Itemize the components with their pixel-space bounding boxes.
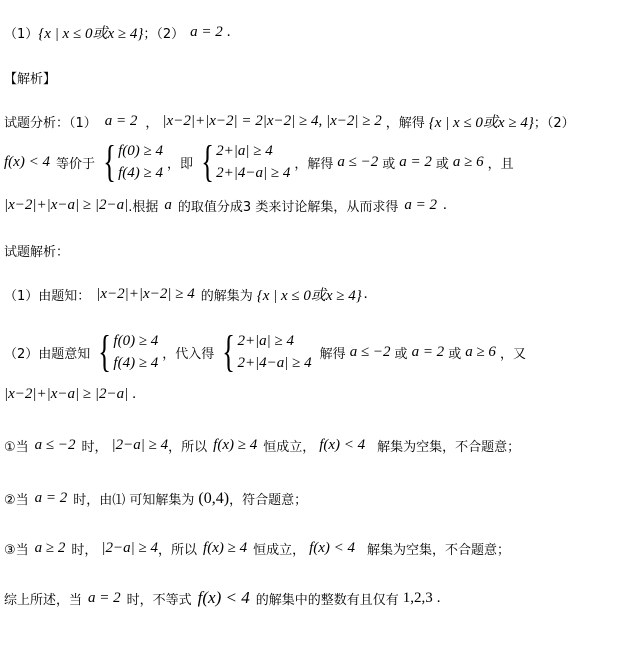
analysis-label: 试题分析：（1） [4,116,97,131]
answer-line [4,22,231,43]
answer-part1-label: （1） [4,27,39,42]
solution-part-1: （1）由题知： |x−2|+|x−2| ≥ 4 的解集为 {x | x ≤ 0或x ≥ 4} . [4,286,368,304]
summary: 综上所述，当 a = 2 时，不等式 f(x) < 4 的解集中的整数有且仅有 1,2,3 . [4,588,441,608]
answer-end: . [226,24,231,40]
case-1: ①当 a ≤ −2 时， |2−a| ≥ 4 ，所以 f(x) ≥ 4 恒成立， f(x) < 4 解集为空集，不合题意； [4,437,521,455]
analysis-a-value: a = 2 [104,113,138,129]
analysis-a-result: a = 2 [404,197,437,213]
analysis-system-2: { 2+|a| ≥ 4 2+|4−a| ≥ 4 [201,137,291,186]
solution-title: 试题解析： [4,245,70,260]
answer-part1-set: {x | x ≤ 0或x ≥ 4} [38,26,144,42]
sol2-system-2: { 2+|a| ≥ 4 2+|4−a| ≥ 4 [222,327,312,376]
solution-part-2: （2）由题意知 { f(0) ≥ 4 f(4) ≥ 4 ，代入得 { 2+|a| ≥ 4 2+|4−a| ≥ 4 解得 a ≤ −2 或 a = 2 或 a ≥ 6 ，又 [4,327,526,376]
sol1-eq: |x−2|+|x−2| ≥ 4 [96,286,195,302]
analysis-equiv-text: 等价于 [55,156,95,172]
solution-part-2-cont: |x−2|+|x−a| ≥ |2−a| . [4,386,137,402]
analysis-line-1: 试题分析：（1） a = 2 ， |x−2|+|x−2| = 2|x−2| ≥ 4, |x−2| ≥ 2 ，解得 {x | x ≤ 0或x ≥ 4} ；（2） [4,113,575,131]
analysis-cond1: a ≤ −2 [337,153,379,170]
answer-part2-label: ；（2） [143,27,185,42]
sol2-system-1: { f(0) ≥ 4 f(4) ≥ 4 [98,327,159,376]
analysis-fx-cond: f(x) < 4 [4,153,50,170]
analysis-line-3: |x−2|+|x−a| ≥ |2−a| .根据 a 的取值分成3 类来讨论解集，从而求得 a = 2 . [4,197,447,215]
analysis-solve2-text: ，解得 [294,156,334,172]
analysis-cond2: a = 2 [399,153,432,170]
case-2: ②当 a = 2 时，由⑴ 可知解集为 (0,4) ，符合题意； [4,489,308,508]
analysis-line-2: f(x) < 4 等价于 { f(0) ≥ 4 f(4) ≥ 4 ，即 { 2+|a| ≥ 4 2+|4−a| ≥ 4 ，解得 a ≤ −2 或 a = 2 或 a ≥ 6 ，且 [4,137,514,186]
answer-part2-value: a = 2 [190,24,223,40]
sol2-ineq: |x−2|+|x−a| ≥ |2−a| [4,386,129,402]
analysis-set1: {x | x ≤ 0或x ≥ 4} [428,115,534,131]
case-3: ③当 a ≥ 2 时， |2−a| ≥ 4 ，所以 f(x) ≥ 4 恒成立， f(x) < 4 解集为空集，不合题意； [4,540,511,558]
analysis-solve-text: ，解得 [385,116,425,131]
analysis-cond3: a ≥ 6 [452,153,484,170]
sol1-set: {x | x ≤ 0或x ≥ 4} [256,288,362,304]
analysis-ineq: |x−2|+|x−a| ≥ |2−a| [4,197,129,213]
analysis-and-text: ，且 [487,156,514,172]
analysis-system-1: { f(0) ≥ 4 f(4) ≥ 4 [103,137,163,186]
analysis-eq1: |x−2|+|x−2| = 2|x−2| ≥ 4, |x−2| ≥ 2 [162,113,382,129]
analysis-part2-label: ；（2） [533,116,575,131]
section-title: 【解析】 [4,72,57,87]
analysis-ji-text: ，即 [166,156,193,172]
